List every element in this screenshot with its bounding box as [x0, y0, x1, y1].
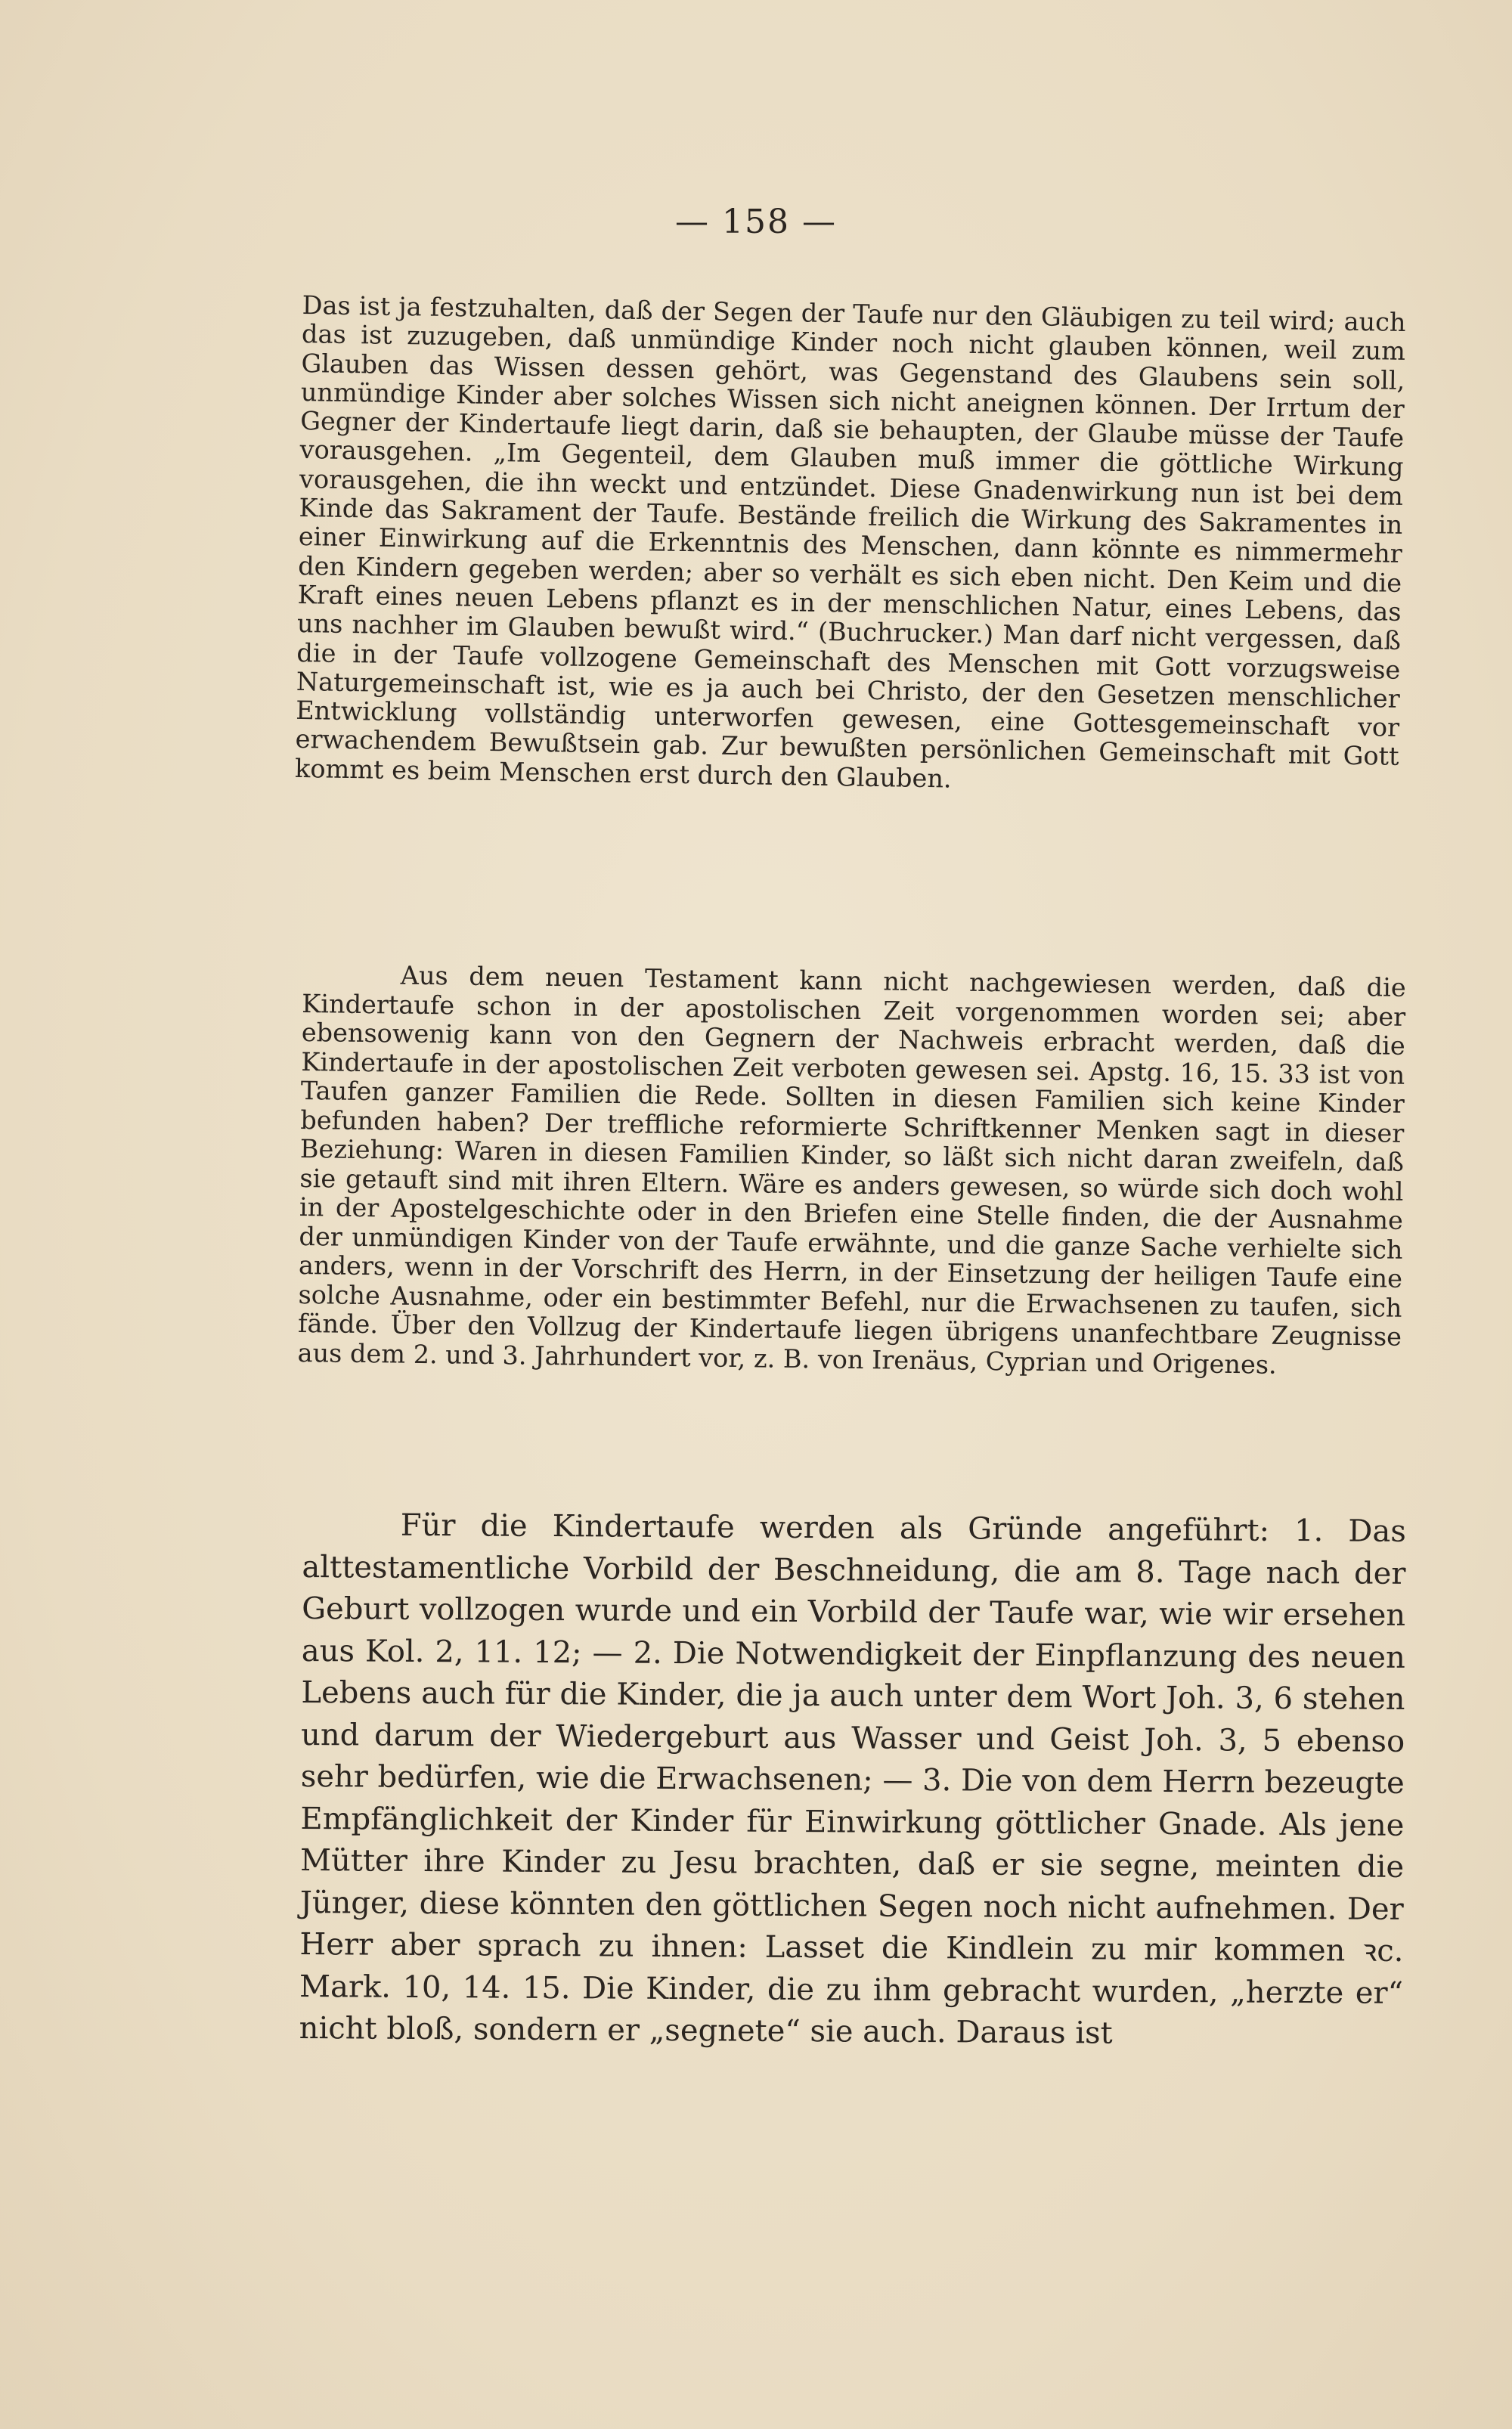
- paragraph-small-print: [295, 291, 1406, 801]
- paragraph-reasons-infant-baptism: [299, 1504, 1406, 2056]
- paragraph-text: Aus dem neuen Testament kann nicht nachgewiesen werden, daß die Kindertaufe schon in der apostolischen Zeit vorgenommen worden sei; aber ebensowenig kann von den Gegnern der Nachweis erbracht werden, daß die Kindertaufe in der apostolischen Zeit verboten gewesen sei. Apstg. 16, 15. 33 ist von Taufen ganzer Familien die Rede. Sollten in diesen Familien sich keine Kinder befunden haben? Der treffliche reformierte Schriftkenner Menken sagt in dieser Beziehung: Waren in diesen Familien Kinder, so läßt sich nicht daran zweifeln, daß sie getauft sind mit ihren Eltern. Wäre es anders gewesen, so würde sich doch wohl in der Apostelgeschichte oder in den Briefen eine Stelle finden, die der Ausnahme der unmündigen Kinder von der Taufe erwähnte, und die ganze Sache verhielte sich anders, wenn in der Vorschrift des Herrn, in der Einsetzung der heiligen Taufe eine solche Ausnahme, oder ein bestimmter Befehl, nur die Erwachsenen zu taufen, sich fände. Über den Vollzug der Kindertaufe liegen übrigens unanfechtbare Zeugnisse aus dem 2. und 3. Jahrhundert vor, z. B. von Irenäus, Cyprian und Origenes.: [297, 960, 1406, 1380]
- page-number: — 158 —: [675, 203, 837, 241]
- paragraph-apostolic-evidence: [297, 960, 1405, 1381]
- paragraph-text: Für die Kindertaufe werden als Gründe angeführt: 1. Das alttestamentliche Vorbild der Beschneidung, die am 8. Tage nach der Geburt vollzogen wurde und ein Vorbild der Taufe war, wie wir ersehen aus Kol. 2, 11. 12; — 2. Die Notwendigkeit der Einpflanzung des neuen Lebens auch für die Kinder, die ja auch unter dem Wort Joh. 3, 6 stehen und darum der Wiedergeburt aus Wasser und Geist Joh. 3, 5 ebenso sehr bedürfen, wie die Erwachsenen; — 3. Die von dem Herrn bezeugte Empfänglichkeit der Kinder für Einwirkung göttlicher Gnade. Als jene Mütter ihre Kinder zu Jesu brachten, daß er sie segne, meinten die Jünger, diese könnten den göttlichen Segen noch nicht aufnehmen. Der Herr aber sprach zu ihnen: Lasset die Kindlein zu mir kommen ꝛc. Mark. 10, 14. 15. Die Kinder, die zu ihm gebracht wurden, „herzte er“ nicht bloß, sondern er „segnete“ sie auch. Daraus ist: [299, 1507, 1406, 2051]
- paragraph-text: Das ist ja festzuhalten, daß der Segen der Taufe nur den Gläubigen zu teil wird; auch das ist zuzugeben, daß unmündige Kinder noch nicht glauben können, weil zum Glauben das Wissen dessen gehört, was Gegenstand des Glaubens sein soll, unmündige Kinder aber solches Wissen sich nicht aneignen können. Der Irrtum der Gegner der Kindertaufe liegt darin, daß sie behaupten, der Glaube müsse der Taufe vorausgehen. „Im Gegenteil, dem Glauben muß immer die göttliche Wirkung vorausgehen, die ihn weckt und entzündet. Diese Gnadenwirkung nun ist bei dem Kinde das Sakrament der Taufe. Bestände freilich die Wirkung des Sakramentes in einer Einwirkung auf die Erkenntnis des Menschen, dann könnte es nimmermehr den Kindern gegeben werden; aber so verhält es sich eben nicht. Den Keim und die Kraft eines neuen Lebens pflanzt es in der menschlichen Natur, eines Lebens, das uns nachher im Glauben bewußt wird.“ (Buchrucker.) Man darf nicht vergessen, daß die in der Taufe vollzogene Gemeinschaft des Menschen mit Gott vorzugsweise Naturgemeinschaft ist, wie es ja auch bei Christo, der den Gesetzen menschlicher Entwicklung vollständig unterworfen gewesen, eine Gottesgemeinschaft vor erwachendem Bewußtsein gab. Zur bewußten persönlichen Gemeinschaft mit Gott kommt es beim Menschen erst durch den Glauben.: [294, 290, 1406, 794]
